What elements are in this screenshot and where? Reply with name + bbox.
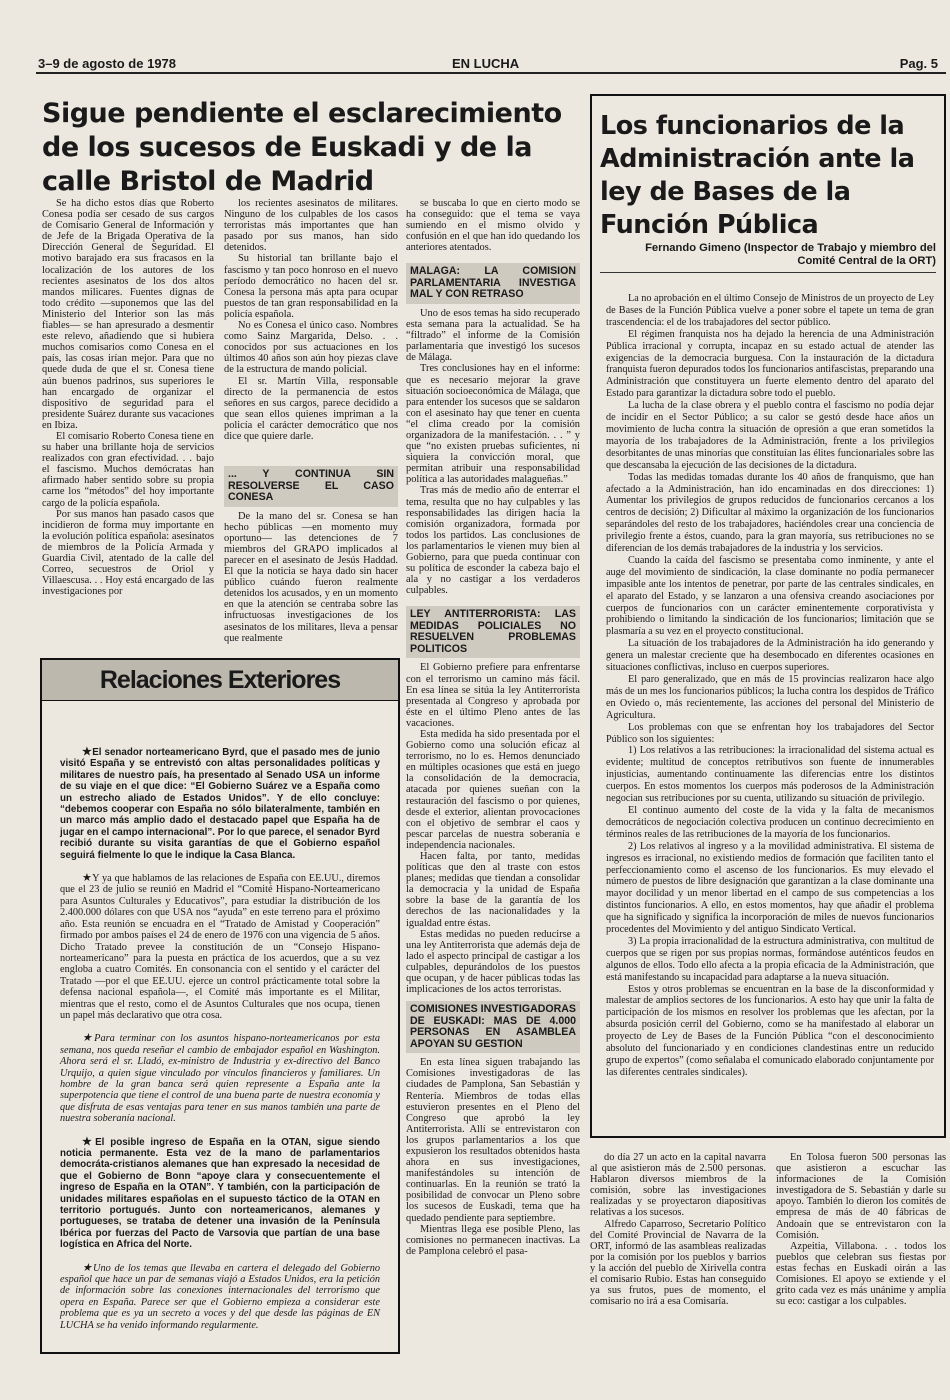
paragraph: No es Conesa el único caso. Nombres como Sainz Margarida, Delso. . . conocidos por sus actuaciones en los últimos 40 años son aún hoy piezas clave de la estructura de mando policial. bbox=[224, 320, 398, 376]
relaciones-item bbox=[60, 747, 380, 861]
paragraph: 2) Los relativos al ingreso y a la movilidad administrativa. El sistema de ingresos es irracional, no existiendo medios de formación que faciliten tanto el perfeccionamiento como el ascenso de los funcionarios. Es muy elevado el número de puestos de libre designación que garantizan a la clase dominante una mayor docilidad y un menor libertad en el campo de sus competencias a los distintos funcionarios. A ello, en estos momentos, hay que añadir el problema que ha significado y significa la incorporación de miles de nuevos funcionarios procedentes del Movimiento y del antiguo Sindicato Vertical. bbox=[606, 840, 934, 936]
paragraph: El régimen franquista nos ha dejado la herencia de una Administración Pública irracional y corrupta, incapaz en su estado actual de atender las exigencias de la democracia burguesa. Con la instauración de la dictadura franquista fueron depurados todos los funcionarios antifascistas, preparando una Administración que constituyera un fuerte elemento dentro del aparato del Estado para garantizar la dictadura sobre todo el pueblo. bbox=[606, 328, 934, 400]
paragraph: 3) La propia irracionalidad de la estructura administrativa, con multitud de cuerpos que se rigen por sus propias normas, formándose auténticos feudos en algunos de ellos. Todo ello afecta a la propia eficacia de la Administración, que está manifestando su incapacidad para adaptarse a la nueva situación. bbox=[606, 935, 934, 983]
relaciones-item-text: Para terminar con los asuntos hispano-norteamericanos por esta semana, nos queda reseñar el cambio de embajador español en Washington. Ahora será el sr. Lladó, ex-ministro de Industria y ex-directivo del Banco Urquijo, a quien sigue vinculado por vínculos financieros y familiares. Un hombre de la gran banca será quien represente a España ante la superpotencia que tiene el control de una buena parte de nuestra economía y que disfruta de esas ventajas para tener en sus manos también una parte de nuestra soberanía nacional. bbox=[60, 1033, 380, 1125]
paragraph: Tras más de medio año de enterrar el tema, resulta que no hay culpables y las responsabilidades las dirigen hacia la comisión organizadora, formada por todos los partidos. Las conclusiones de los parlamentarios le vienen muy bien al Gobierno, para que pueda continuar con su política de esconder la cabeza bajo el ala y no castigar a los verdaderos culpables. bbox=[406, 485, 580, 597]
paragraph: El sr. Martín Villa, responsable directo de la permanencia de estos señores en sus cargos, parece decidido a que sean ellos quienes impriman a la policía el carácter democrático que nos dice que quiere darle. bbox=[224, 375, 398, 442]
subhead-ley-antiterrorista: LEY ANTITERRORISTA: LAS MEDIDAS POLICIALES NO RESUELVEN PROBLEMAS POLITICOS bbox=[406, 606, 580, 658]
relaciones-exteriores-box bbox=[40, 658, 400, 1354]
relaciones-item-text: Y ya que hablamos de las relaciones de España con EE.UU., diremos que el 23 de julio se reunió en Madrid el “Comité Hispano-Norteamericano para Asuntos Culturales y Educativos”, para estudiar la distribución de los 2.400.000 dólares con que USA nos “ayuda” en este terreno para el próximo año. Esta reunión se encuadra en el “Tratado de Amistad y Cooperación” firmado por ambos países el 24 de enero de 1976 con una vigencia de 5 años. Dicho Tratado prevee la constitución de un “Consejo Hispano-norteamericano” para la puesta en práctica de los acuerdos, que a su vez engloba a cuatro Comités. En consonancia con el sentido y el carácter del Tratado —por el que EE.UU. ejerce un control prácticamente total sobre la defensa nacional española—, el Comité más importante es el Militar, mientras que el resto, como el de Asuntos Culturales que nos ocupa, tienen un papel más declarativo que otra cosa. bbox=[60, 873, 380, 1021]
relaciones-body bbox=[42, 701, 398, 1347]
paragraph: Se ha dicho estos días que Roberto Conesa podía ser cesado de sus cargos de Comisario General de Información y de Jefe de la Brigada Operativa de la Dirección General de Seguridad. El motivo barajado era sus fracasos en la localización de los autores de los recientes asesinatos de los dos altos mandos milicares. Fuentes dignas de todo crédito —suponemos que las del Ministerio del Interior son las más fiables— se han apresurado a desmentir este relevo, añadiendo que si hubiera muchos comisarios como Conesa en el país, las cosas irían mejor. Para que no quede duda de que el sr. Conesa tiene aún buenos padrinos, sus superiores le han encargado de organizar el dispositivo de seguridad para el presidente Suárez durante sus vacaciones en Ibiza. bbox=[42, 198, 214, 431]
paragraph: Estas medidas no pueden reducirse a una ley Antiterrorista que además deja de lado el aspecto principal de castigar a los culpables, depurándolos de los puestos que ocupan, y de hacer públicas todas las implicaciones de los actos terroristas. bbox=[406, 928, 580, 996]
paragraph: Los problemas con que se enfrentan hoy los trabajadores del Sector Público son los siguientes: bbox=[606, 721, 934, 745]
star-icon: ★ bbox=[82, 1032, 95, 1045]
main-article-col1 bbox=[42, 198, 214, 650]
relaciones-item-text: El posible ingreso de España en la OTAN, sigue siendo noticia permanente. Esta vez de la mano de parlamentarios democráta-cristianos alemanes que han expresado la necesidad de que el Gobierno de Bonn “apoye clara y consecuentemente el ingreso de España en la OTAN”. Y también, con la participación de unidades militares españolas en el supuesto táctico de la OTAN en territorio portugués. Junto con norteamericanos, alemanes y portugueses, se trataba de detener una invasión de la Península Ibérica por fuerzas del Pacto de Varsovia que partían de una base logística en Africa del Norte. bbox=[60, 1136, 380, 1251]
funcionarios-author: Fernando Gimeno (Inspector de Trabajo y miembro del Comité Central de la ORT) bbox=[645, 242, 936, 267]
paragraph: Esta medida ha sido presentada por el Gobierno como una solución eficaz al terrorismo, no lo es. Hemos denunciado en múltiples ocasiones que está en juego la consolidación de la democracia, atacada por quienes sueñan con la restauración del fascismo o por quienes, desde el exterior, alientan provocaciones con el objetivo de sembrar el caos y pescar parcelas de nuestra soberanía e independencia nacionales. bbox=[406, 728, 580, 851]
paragraph: De la mano del sr. Conesa se han hecho públicas —en momento muy oportuno— las detenciones de 7 miembros del GRAPO implicados al parecer en el asesinato de Jesús Haddad. El que la noticia se haya dado sin hacer público cuándo fueron realmente detenidos los acusados, y en un momento en que la atención se centraba sobre las infructuosas investigaciones de los asesinatos de los militares, lleva a pensar que realmente bbox=[224, 510, 398, 644]
page-number: Pag. 5 bbox=[899, 56, 938, 71]
paragraph: se buscaba lo que en cierto modo se ha conseguido: que el tema se vaya sumiendo en el mismo olvido y confusión en el que han ido quedando los anteriores atentados. bbox=[406, 198, 580, 254]
paragraph: Por sus manos han pasado casos que incidieron de forma muy importante en la evolución política española: asesinatos de miembros de la Policía Armada y Guardia Civil, atentado de la calle del Correo, secuestros de Oriol y Villaescusa. . . Hoy está encargado de las investigaciones por bbox=[42, 508, 214, 598]
paragraph: Hacen falta, por tanto, medidas políticas que den al traste con estos planes; medidas que tiendan a consolidar la democracia y la unidad de España sobre la base de la garantía de los derechos de las nacionalidades y la igualdad entre éstas. bbox=[406, 851, 580, 929]
paragraph: Azpeitia, Villabona. . . todos los pueblos que celebran sus fiestas por estas fechas en Euskadi oirán a las Comisiones. El apoyo se extiende y el grito cada vez es más unánime y amplía su eco: castigar a los culpables. bbox=[776, 1240, 946, 1308]
relaciones-title: Relaciones Exteriores bbox=[42, 660, 398, 701]
star-icon: ★ bbox=[82, 872, 93, 885]
paragraph: En Tolosa fueron 500 personas las que asistieron a escuchar las informaciones de la Comisión investigadora de S. Sebastián y darle su apoyo. También lo dieron los comités de empresa de más de 40 fábricas de Andoaín que se entrevistaron con la Comisión. bbox=[776, 1152, 946, 1241]
subhead-comisiones: COMISIONES INVESTIGADORAS DE EUSKADI: MAS DE 4.000 PERSONAS EN ASAMBLEA APOYAN SU GESTION bbox=[406, 1001, 580, 1053]
paragraph: El Gobierno prefiere para enfrentarse con el terrorismo un camino más fácil. En esa línea se sitúa la ley Antiterrorista presentada al Congreso y aprobada por éste en el último Pleno antes de las vacaciones. bbox=[406, 662, 580, 729]
funcionarios-headline: Los funcionarios de la Administración ante la ley de Bases de la Función Pública bbox=[600, 111, 915, 240]
paragraph: do día 27 un acto en la capital navarra al que asistieron más de 2.500 personas. Hablaron diversos miembros de la comisión, sobre las investigaciones realizadas y se proyectaron diapositivas relativas a los sucesos. bbox=[590, 1152, 766, 1219]
paragraph: El comisario Roberto Conesa tiene en su haber una brillante hoja de servicios realizados con gran efectividad. . . bajo el fascismo. Muchos demócratas han afirmado haber sentido sobre su propia carne los “métodos” del hoy importante cargo de la policía española. bbox=[42, 430, 214, 509]
paragraph: Cuando la caída del fascismo se presentaba como inminente, y ante el auge del movimiento de sindicación, la clase dominante no podía permanecer impasible ante los intentos de penetrar, por parte de las centrales sindicales, en el aparato del Estado, y se lanzaron a una ofensiva creando asociaciones por cuerpos de funcionarios con un carácter eminentemente corporativista y prohibiendo o limitando la sindicación de los funcionarios; limitación que se plasmaría a su vez en el proyecto constitucional. bbox=[606, 554, 934, 638]
star-icon: ★ bbox=[82, 746, 93, 758]
relaciones-item bbox=[60, 873, 380, 1021]
star-icon: ★ bbox=[82, 1261, 94, 1274]
main-article-col4 bbox=[590, 1152, 766, 1352]
relaciones-item-text: El senador norteamericano Byrd, que el pasado mes de junio visitó España y se entrevistó con altas personalidades políticas y militares de nuestro país, ha presentado al Senado USA un informe de su viaje en el que dice: “El Gobierno Suárez ve a España como un estrecho aliado de Estados Unidos”. Y de ello concluye: “debemos cooperar con España no sólo bilateralmente, también en un marco más amplio dado el destacado papel que España ha de jugar en el campo internacional”. Por lo que parece, el senador Byrd recibió durante su visita garantías de que el Gobierno español seguirá fielmente lo que le indique la Casa Blanca. bbox=[60, 747, 380, 861]
relaciones-item-text: Uno de los temas que llevaba en cartera el delegado del Gobierno español que hace un par de semanas viajó a Estados Unidos, era la petición de información sobre las conexiones internacionales del terrorismo que opera en España. Parece ser que el Gobierno empieza a considerar este problema que es ya un secreto a voces y del que desde las páginas de EN LUCHA se ha venido informando regularmente. bbox=[60, 1262, 380, 1331]
page-header bbox=[0, 50, 950, 74]
issue-date: 3–9 de agosto de 1978 bbox=[38, 56, 177, 71]
paragraph: Estos y otros problemas se encuentran en la base de la disconformidad y malestar de amplios sectores de los funcionarios. A esto hay que unir la falta de participación de los mismos en resolver los problemas que les afectan, por la absurda posición cerril del Gobierno, como se ha manifestado al elaborar un proyecto de Ley de Bases de la Función Pública “con el desconocimiento absoluto del funcionariado y en condiciones clandestinas entre un reducido grupo de expertos” (como señalaba el comunicado elaborado conjuntamente por las diferentes centrales sindicales). bbox=[606, 983, 934, 1078]
header-rule bbox=[36, 72, 946, 74]
paragraph: El paro generalizado, que en más de 15 provincias realizaron hace algo más de un mes los funcionarios públicos; la lucha contra los despidos de Tráfico en Oviedo o, más recientemente, las acciones del personal del Ministerio de Agricultura. bbox=[606, 674, 934, 721]
paragraph: La lucha de la clase obrera y el pueblo contra el fascismo no podía dejar de incidir en el Sector Público; a su calor se gestó desde hace años un movimiento de lucha contra la situación de opresión a que eran sometidos la mayoría de los trabajadores de la Administración, frente a los privilegios desorbitantes de unas minorías que constituían las élites funcionariales sobre las que descansaba la ejecución de las decisiones de la dictadura. bbox=[606, 400, 934, 471]
paragraph: Alfredo Caparroso, Secretario Político del Comité Provincial de Navarra de la ORT, informó de las asambleas realizadas por la comisión por los pueblos y barrios y la acción del pueblo de Xirivella contra el comisario Rubio. Estas han conseguido ya sus frutos, pues de momento, el comisario no irá a esa Comisaría. bbox=[590, 1218, 766, 1308]
relaciones-item bbox=[60, 1033, 380, 1124]
relaciones-item bbox=[60, 1263, 380, 1331]
subhead-continua: ... Y CONTINUA SIN RESOLVERSE EL CASO CONESA bbox=[224, 466, 398, 507]
subhead-malaga: MALAGA: LA COMISION PARLAMENTARIA INVESTIGA MAL Y CON RETRASO bbox=[406, 263, 580, 304]
main-article-col2 bbox=[224, 198, 398, 650]
paragraph: Todas las medidas tomadas durante los 40 años de franquismo, que han afectado a la Administración, han ido encaminadas en dos direcciones: 1) Aumentar los privilegios de grupos reducidos de funcionarios cercanos a los centros de decisión; 2) Dificultar al máximo la organización de los funcionarios separándoles del resto de los trabajadores, haciéndoles crear una conciencia de privilegio frente a éstos, cuando, para la gran mayoría, sus retribuciones no se diferencian de los demás trabajadores de la industria y los servicios. bbox=[606, 471, 934, 555]
star-icon: ★ bbox=[82, 1135, 96, 1148]
paragraph: La situación de los trabajadores de la Administración ha ido generando y genera un malestar creciente que ha desembocado en diferentes ocasiones en situaciones conflictivas, incluso en cuerpos superiores. bbox=[606, 638, 934, 674]
relaciones-item bbox=[60, 1137, 380, 1251]
paragraph: Su historial tan brillante bajo el fascismo y tan poco honroso en el nuevo período democrático no hacen del sr. Conesa la persona más apta para ocupar puestos de tan gran responsabilidad en la policía española. bbox=[224, 253, 398, 320]
funcionarios-body bbox=[592, 273, 944, 1118]
main-article-col5 bbox=[776, 1152, 946, 1352]
paragraph: Uno de esos temas ha sido recuperado esta semana para la actualidad. Se ha “filtrado” el informe de la Comisión parlamentaria que investigó los sucesos de Málaga. bbox=[406, 307, 580, 364]
newspaper-name: EN LUCHA bbox=[452, 56, 520, 71]
paragraph: 1) Los relativos a las retribuciones: la irracionalidad del sistema actual es evidente; multitud de conceptos retributivos son fuente de innumerables injusticias, aumentando continuamente las diferencias entre los distintos cuerpos. En estos momentos los cuerpos más poderosos de la Administración negocian sus retribuciones por su cuenta, utilizando su situación de privilegio. bbox=[606, 745, 934, 805]
paragraph: El continuo aumento del coste de la vida y la falta de mecanismos democráticos de negociación colectiva producen un continuo decrecimiento en términos reales de las retribuciones de la mayoría de los funcionarios. bbox=[606, 804, 934, 840]
paragraph: Mientras llega ese posible Pleno, las comisiones no permanecen inactivas. La de Pamplona celebró el pasa- bbox=[406, 1223, 580, 1257]
main-article-col3 bbox=[406, 198, 580, 1348]
main-headline: Sigue pendiente el esclarecimiento de los sucesos de Euskadi y de la calle Bristol de Madrid bbox=[42, 98, 562, 197]
paragraph: los recientes asesinatos de militares. Ninguno de los culpables de los casos terroristas más importantes que han pasado por sus manos, han sido detenidos. bbox=[224, 198, 398, 254]
paragraph: La no aprobación en el último Consejo de Ministros de un proyecto de Ley de Bases de la Función Pública vuelve a poner sobre el tapete un tema de gran trascendencia: el de los trabajadores del sector público. bbox=[606, 293, 934, 328]
paragraph: Tres conclusiones hay en el informe: que es necesario mejorar la grave situación socioeconómica de Málaga, que para entender los sucesos que se saldaron con el asesinato hay que tener en cuenta “el clima creado por la comisión organizadora de la manifestación. . . ” y que “no existen pruebas suficientes, ni siquiera la convicción moral, que permitan atribuir una responsabilidad política a las autoridades malagueñas.” bbox=[406, 363, 580, 486]
funcionarios-box bbox=[590, 94, 946, 1138]
paragraph: En esta línea siguen trabajando las Comisiones investigadoras de las ciudades de Pamplona, San Sebastián y Rentería. Miembros de todas ellas estuvieron presentes en el Pleno del Congreso que aprobó la ley Antiterrorista. Allí se entrevistaron con los grupos parlamentarios a los que expusieron los resultados obtenidos hasta ahora en sus investigaciones, manifestándoles su intención de continuarlas. En la reunión se trató la posibilidad de convocar un Pleno sobre los sucesos de Euskadi, tema que ha quedado pendiente para septiembre. bbox=[406, 1057, 580, 1224]
